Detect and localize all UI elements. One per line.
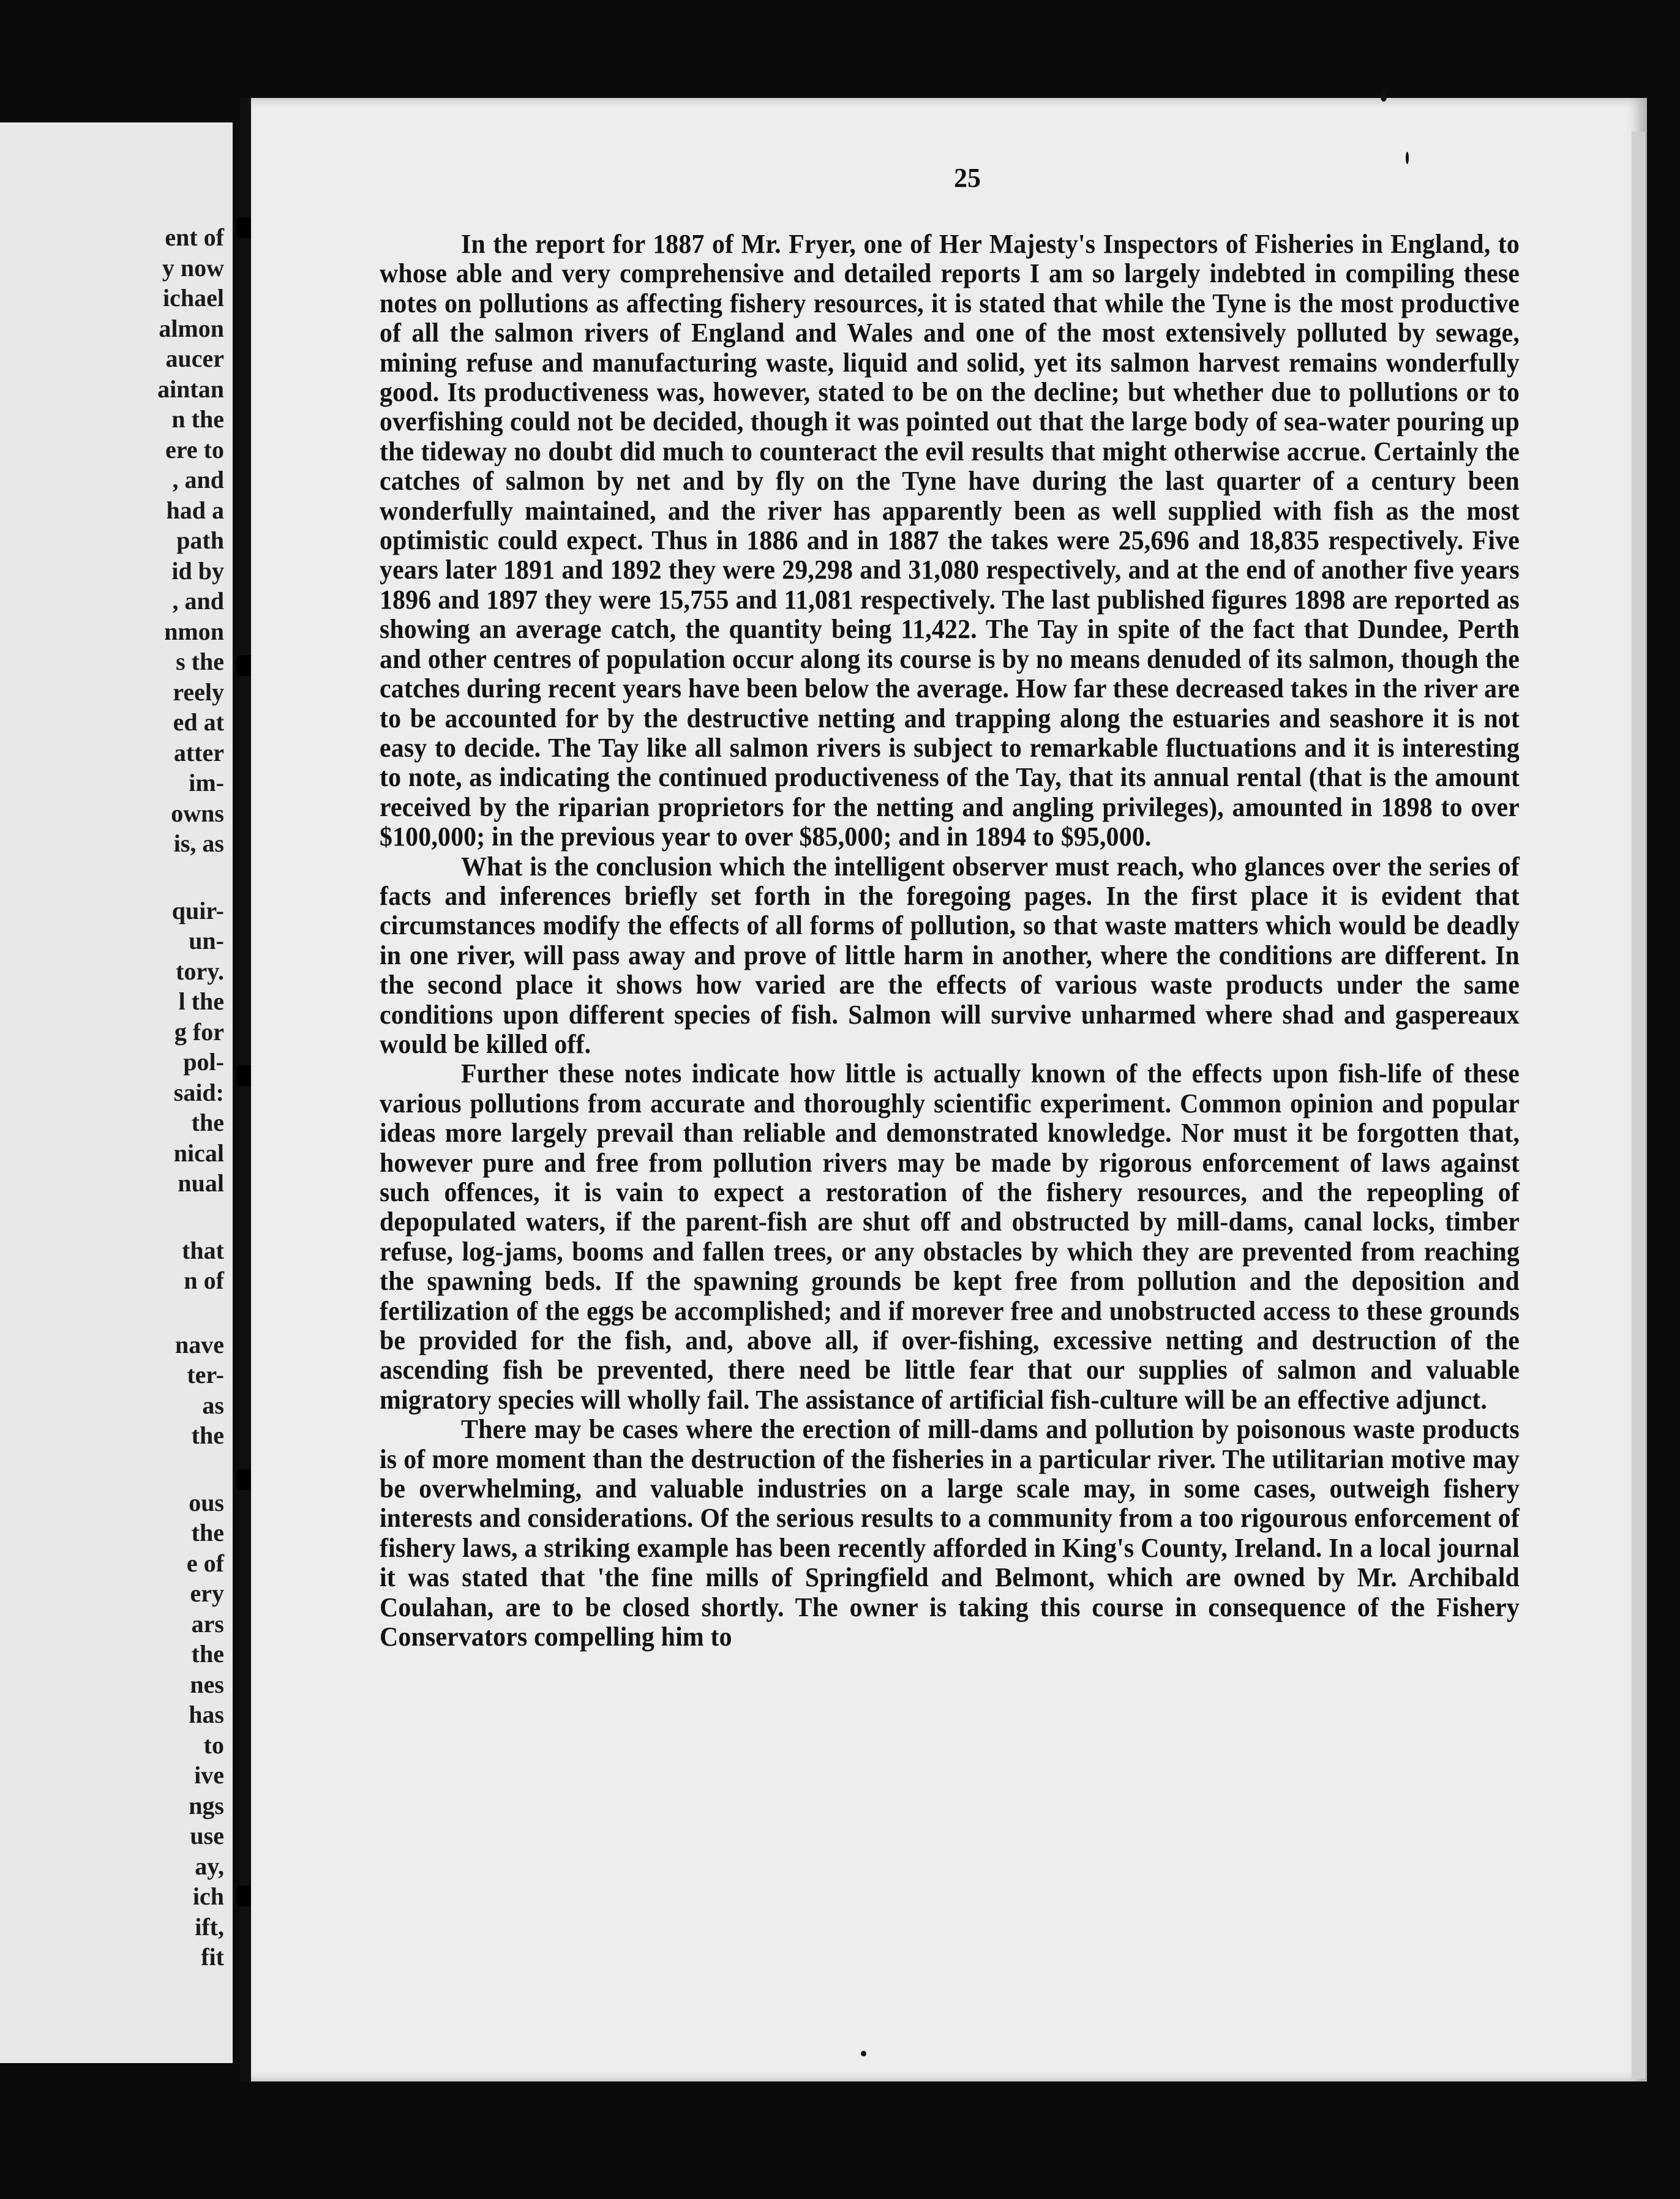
facing-page-fragment: ichael [163,284,224,312]
paragraph-mill-dams: There may be cases where the erection of mill-dams and pollution by poisonous waste products is of more moment than the destruction of the fisheries in a particular river. The utilitarian motive may be overwhelming, and valuable industries on a large scale may, in some cases, outweigh fishery interests and considerations. Of the serious results to a community from a too rigourous enforcement of fishery laws, a striking example has been recently afforded in King's County, Ireland. In a local journal it was stated that 'the fine mills of Springfield and Belmont, which are owned by Mr. Archibald Coulahan, are to be closed shortly. The owner is taking this course in consequence of the Fishery Conservators compelling him to [380,1414,1520,1652]
facing-page-fragment: the [191,1519,224,1546]
scan-speck [1406,152,1409,164]
facing-page-fragment: is, as [173,830,224,857]
facing-page-fragment: ery [190,1579,224,1607]
facing-page-fragment: nual [178,1169,224,1197]
facing-page-fragment: im- [189,769,224,796]
facing-page-fragment: the [191,1422,224,1449]
facing-page-fragment: g for [174,1017,224,1046]
facing-page-fragment: that [182,1236,224,1264]
facing-page-fragment: s the [176,648,224,675]
paragraph-conclusion: What is the conclusion which the intelligent observer must reach, who glances over the series of facts and inferences briefly set forth in the foregoing pages. In the first place it is evident that circumstances modify the effects of all forms of pollution, so that waste matters which would be deadly in one river, will pass away and prove of little harm in another, where the conditions are different. In the second place it shows how varied are the effects of various waste products under the same conditions upon different species of fish. Salmon will survive unharmed where shad and gaspereaux would be killed off. [380,851,1520,1059]
facing-page-fragment: almon [159,314,224,342]
facing-page-fragment: atter [173,738,224,766]
paragraph-tyne-tay-fisheries: In the report for 1887 of Mr. Fryer, one of Her Majesty's Inspectors of Fisheries in England, to whose able and very comprehensive and detailed reports I am so largely indebted in compiling these notes on pollutions as affecting fishery resources, it is stated that while the Tyne is the most productive of all the salmon rivers of England and Wales and one of the most extensively polluted by sewage, mining refuse and manufacturing waste, liquid and solid, yet its salmon harvest remains wonderfully good. Its productiveness was, however, stated to be on the decline; but whether due to pollutions or to overfishing could not be decided, though it was pointed out that the large body of sea-water pouring up the tideway no doubt did much to counteract the evil results that might otherwise accrue. Certainly the catches of salmon by net and by fly on the Tyne have during the last quarter of a century been wonderfully maintained, and the river has apparently been as well supplied with fish as the most optimistic could expect. Thus in 1886 and in 1887 the takes were 25,696 and 18,835 respectively. Five years later 1891 and 1892 they were 29,298 and 31,080 respectively, and at the end of another five years 1896 and 1897 they were 15,755 and 11,081 respectively. The last published figures 1898 are reported as showing an average catch, the quantity being 11,422. The Tay in spite of the fact that Dundee, Perth and other centres of population occur along its course is by no means denuded of its salmon, though the catches during recent years have been below the average. How far these decreased takes in the river are to be accounted for by the destructive netting and trapping along the estuaries and seashore it is not easy to decide. The Tay like all salmon rivers is subject to remarkable fluctuations and it is interesting to note, as indicating the continued productiveness of the Tay, that its annual rental (that is the amount received by the riparian proprietors for the netting and angling privileges), amounted in 1898 to over $100,000; in the previous year to over $85,000; and in 1894 to $95,000. [380,229,1520,852]
facing-page-fragment: nical [173,1139,224,1167]
facing-page-fragment: ter- [187,1361,224,1388]
facing-page-fragment: tory. [176,957,224,985]
page-edge-shadow [1632,132,1645,2078]
facing-page-fragment: ous [189,1488,224,1516]
facing-page-fragment: ere to [165,435,224,463]
facing-page-fragment: has [189,1701,224,1728]
facing-page-fragment: ent of [165,223,224,251]
facing-page-fragment: ive [194,1761,224,1789]
facing-page-fragment: the [191,1109,224,1136]
facing-page-fragment: path [176,526,224,554]
facing-page-fragment: un- [189,927,224,954]
facing-page-fragment: n of [184,1267,224,1294]
facing-page-fragment: use [190,1822,224,1849]
facing-page-fragment: , and [172,466,224,493]
facing-page-fragment: fit [201,1943,224,1971]
facing-page-fragment: ift, [195,1912,224,1941]
facing-page-fragment: nave [175,1330,224,1358]
facing-page-fragment: the [191,1640,224,1668]
facing-page-fragment: said: [173,1078,224,1106]
facing-page-fragment: as [202,1391,224,1419]
facing-page-fragment: aucer [165,345,224,372]
scan-speck [861,2051,866,2056]
binding-gutter [240,98,251,2081]
facing-page-fragment: e of [186,1549,224,1577]
facing-page-fragment: ay, [195,1852,224,1880]
facing-page-fragment: ars [191,1609,224,1638]
page-body [380,230,1520,1652]
facing-page-fragment: nes [190,1670,224,1698]
facing-page-fragment: n the [171,405,224,433]
facing-page-fragment: ngs [189,1791,224,1819]
facing-page-fragment: to [203,1731,224,1759]
facing-page-fragment: pol- [183,1048,224,1076]
facing-page-fragment: , and [172,587,224,615]
facing-page-fragment: id by [171,556,224,585]
facing-page-fragment: y now [162,253,224,282]
facing-page-fragment: nmon [164,617,224,645]
facing-page-edge [0,122,233,2063]
facing-page-fragment: quir- [171,896,224,924]
scan-speck [1381,92,1387,102]
facing-page-fragment: aintan [157,375,224,403]
paragraph-further-notes: Further these notes indicate how little is actually known of the effects upon fish-life of these various pollutions from accurate and thoroughly scientific experiment. Common opinion and popular ideas more largely prevail than reliable and demonstrated knowledge. Nor must it be forgotten that, however pure and free from pollution rivers may be made by rigorous enforcement of laws against such offences, it is vain to expect a restoration of the fishery resources, and the repeopling of depopulated waters, if the parent-fish are shut off and obstructed by mill-dams, canal locks, timber refuse, log-jams, booms and fallen trees, or any obstacles by which they are prevented from reaching the spawning beds. If the spawning grounds be kept free from pollution and the deposition and fertilization of the eggs be accomplished; and if morever free and unobstructed access to these grounds be provided for the fish, and, above all, if over-fishing, excessive netting and destruction of the ascending fish be prevented, there need be little fear that our supplies of salmon and valuable migratory species will wholly fail. The assistance of artificial fish-culture will be an effective adjunct. [380,1058,1520,1415]
facing-page-fragment: owns [171,799,224,827]
facing-page-fragment: l the [178,987,224,1015]
facing-page-fragment: ich [192,1882,224,1910]
facing-page-fragment: had a [166,496,224,524]
facing-page-fragment: ed at [173,708,224,736]
facing-page-fragment: reely [173,678,224,706]
page-number: 25 [954,163,981,193]
